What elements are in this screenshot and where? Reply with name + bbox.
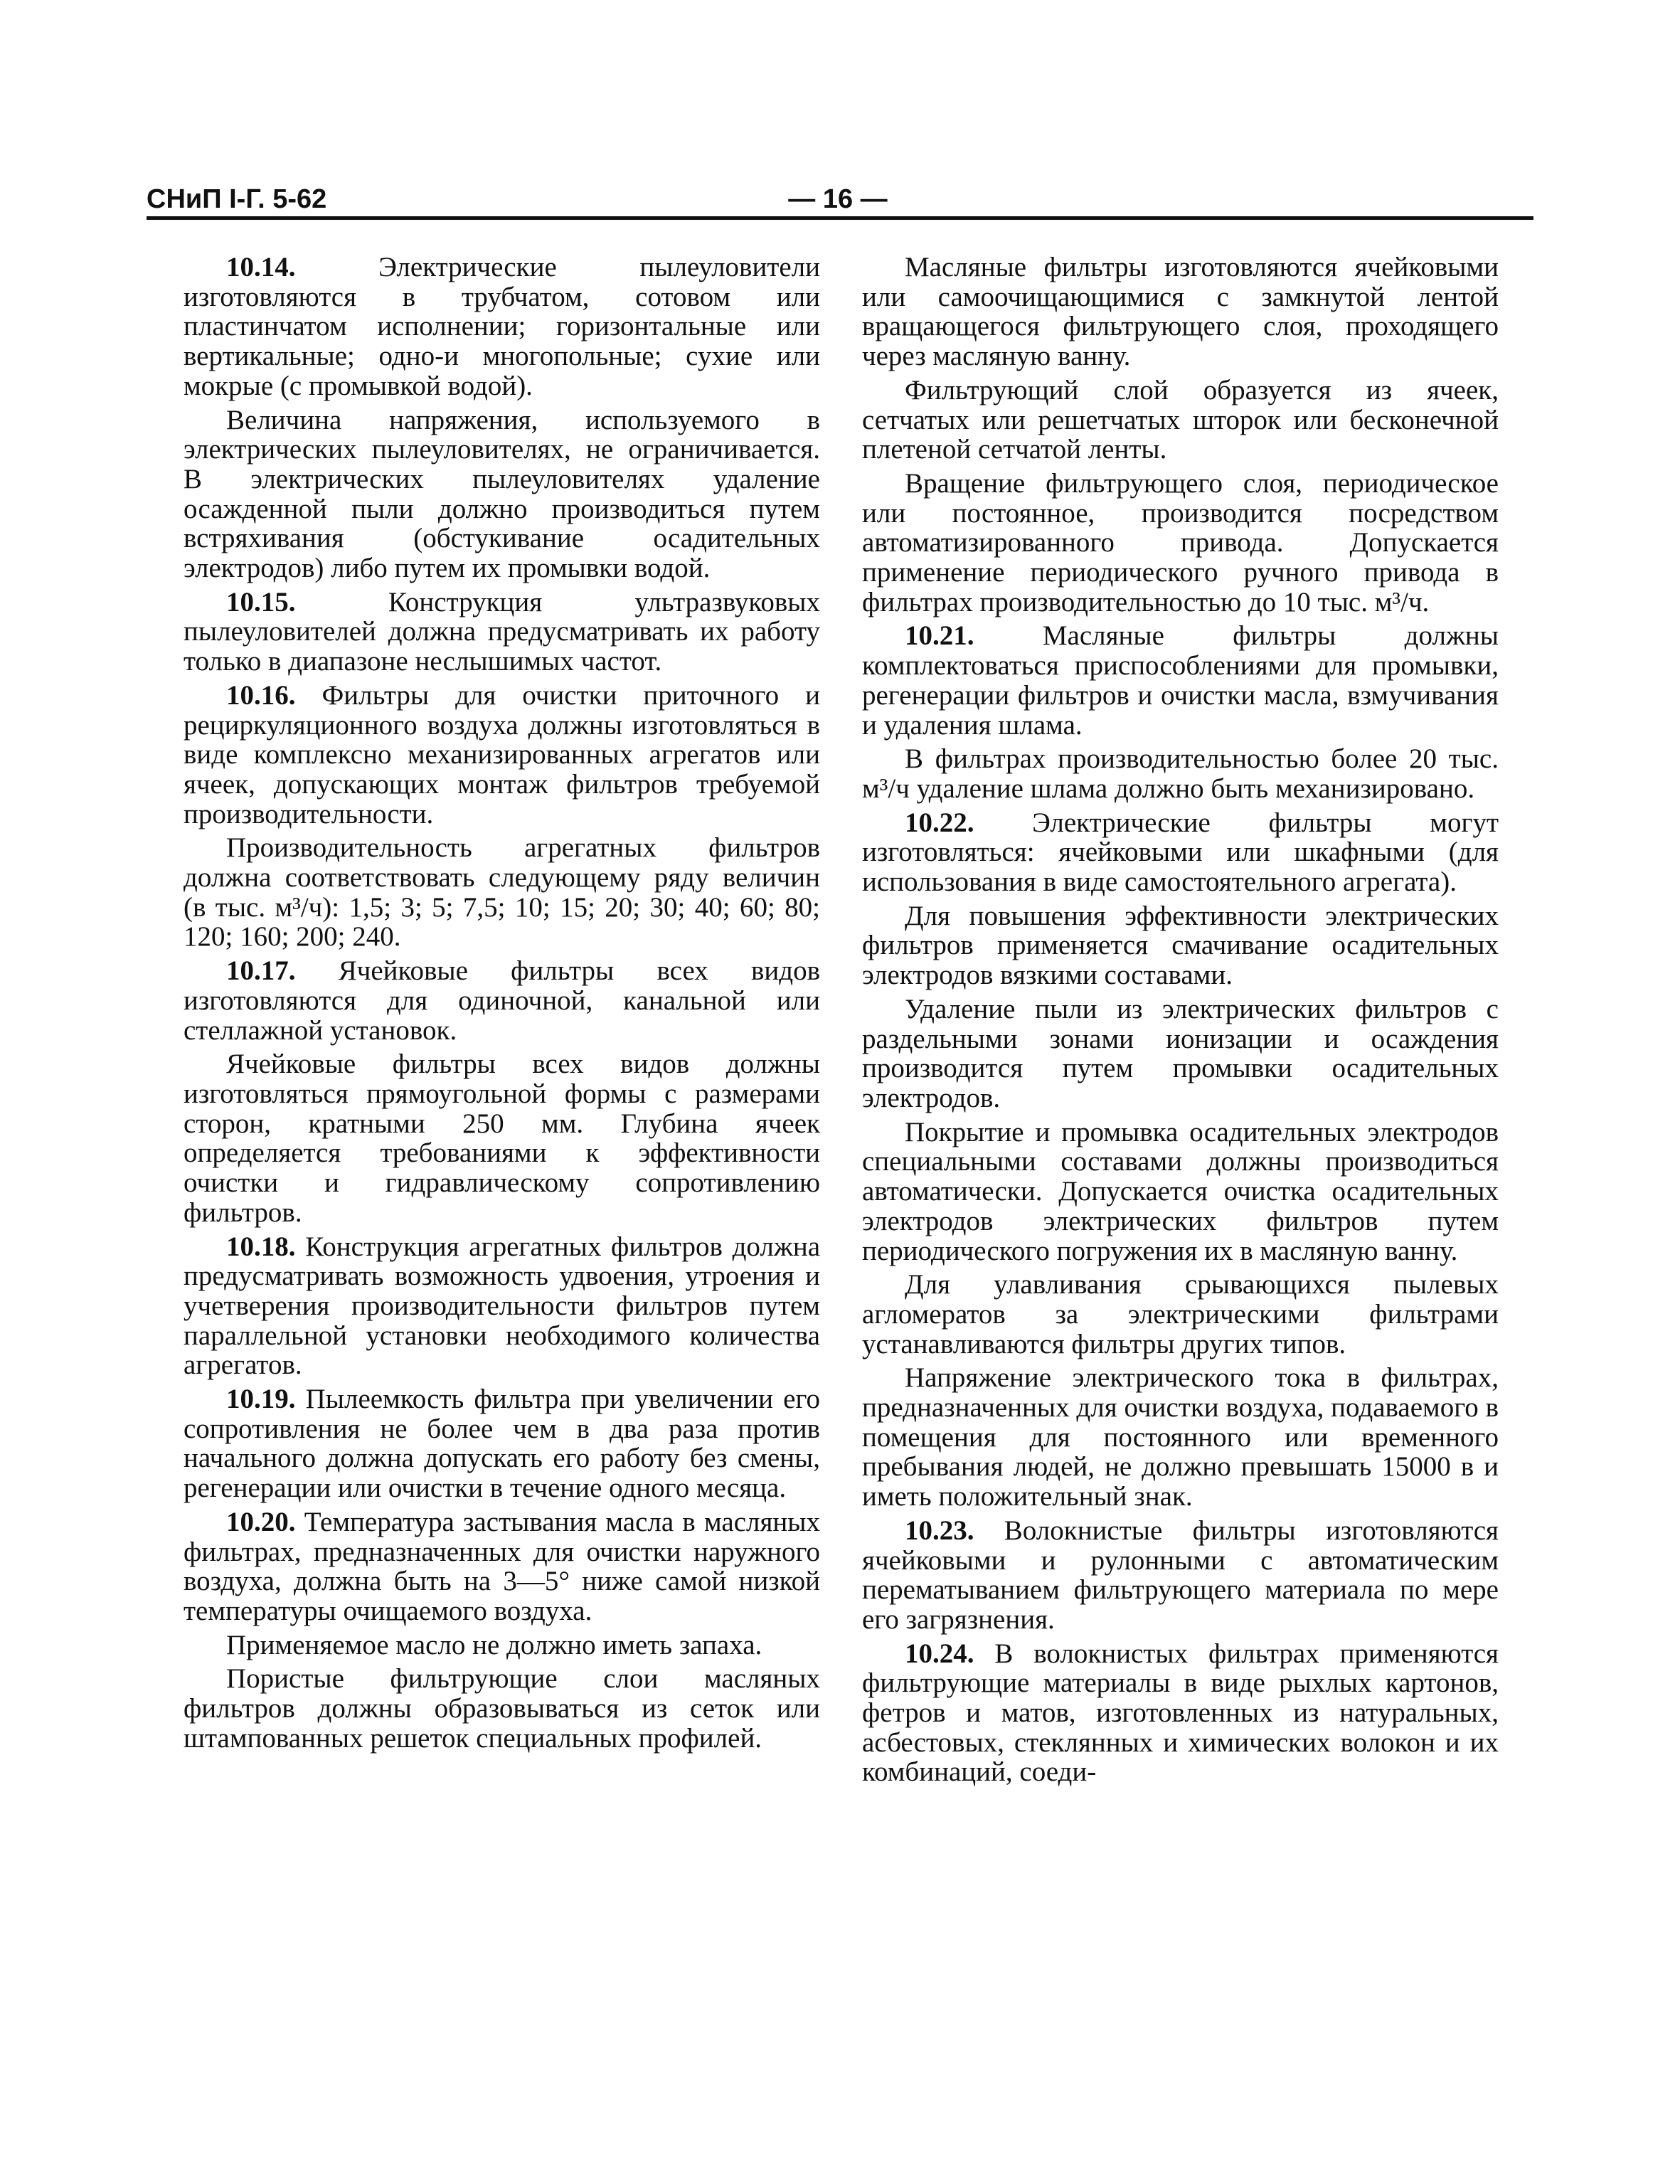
paragraph-text: Напряжение электрического тока в фильтрах, предназначенных для очистки воздуха, подаваемого в помещения для постоянного или временного пребывания людей, не должно превышать 15000 в и иметь положительный знак. xyxy=(862,1362,1499,1512)
paragraph xyxy=(184,253,820,401)
paragraph-text: Величина напряжения, используемого в электрических пылеуловителях, не ограничивается. В электрических пылеуловителях удаление осажденной пыли должно производиться путем встряхивания (обстукивание осадительных электродов) либо путем их промывки водой. xyxy=(184,404,820,584)
clause-number: 10.19. xyxy=(226,1384,296,1415)
paragraph xyxy=(862,901,1499,990)
paragraph-text: Электрические пылеуловители изготовляются в трубчатом, сотовом или пластинчатом исполнении; горизонтальные или вертикальные; одно-и многопольные; сухие или мокрые (с промывкой водой). xyxy=(184,252,820,401)
paragraph xyxy=(184,1664,820,1753)
paragraph-text: Фильтрующий слой образуется из ячеек, сетчатых или решетчатых шторок или бесконечной плетеной сетчатой ленты. xyxy=(862,374,1499,465)
paragraph-text: Покрытие и промывка осадительных электродов специальными составами должны производиться автоматически. Допускается очистка осадительных электродов электрических фильтров путем периодического погружения их в масляную ванну. xyxy=(862,1116,1499,1266)
paragraph-text: Температура застывания масла в масляных фильтрах, предназначенных для очистки наружного воздуха, должна быть на 3—5° ниже самой низкой температуры очищаемого воздуха. xyxy=(184,1506,821,1626)
paragraph xyxy=(862,376,1499,465)
left-column xyxy=(184,253,820,1757)
paragraph-text: Конструкция агрегатных фильтров должна предусматривать возможность удвоения, утроения и учетверения производительности фильтров путем параллельной установки необходимого количества агрегатов. xyxy=(184,1231,821,1381)
header-rule xyxy=(147,216,1533,220)
paragraph xyxy=(862,1270,1499,1359)
paragraph xyxy=(184,1384,820,1503)
paragraph xyxy=(862,1639,1499,1788)
paragraph-text: Ячейковые фильтры всех видов должны изготовляться прямоугольной формы с размерами сторон, кратными 250 мм. Глубина ячеек определяется требованиями к эффективности очистки и гидравлическому сопротивлению фильтров. xyxy=(184,1049,820,1228)
paragraph-text: Производительность агрегатных фильтров должна соответствовать следующему ряду величин (в тыс. м³/ч): 1,5; 3; 5; 7,5; 10; 15; 20; 30; 40; 60; 80; 120; 160; 200; 240. xyxy=(184,832,820,953)
paragraph-text: Ячейковые фильтры всех видов изготовляются для одиночной, канальной или стеллажной установок. xyxy=(184,955,821,1046)
clause-number: 10.21. xyxy=(905,620,974,652)
paragraph-text: Удаление пыли из электрических фильтров с раздельными зонами ионизации и осаждения производится путем промывки осадительных электродов. xyxy=(862,993,1499,1113)
paragraph-text: Волокнистые фильтры изготовляются ячейковыми и рулонными с автоматическим перематыванием фильтрующего материала по мере его загрязнения. xyxy=(862,1515,1499,1635)
paragraph-text: Фильтры для очистки приточного и рециркуляционного воздуха должны изготовляться в виде комплексно механизированных агрегатов или ячеек, допускающих монтаж фильтров требуемой производительности. xyxy=(184,679,821,829)
paragraph xyxy=(184,833,820,952)
paragraph xyxy=(862,621,1499,740)
right-column xyxy=(862,253,1499,1791)
paragraph xyxy=(184,1631,820,1660)
paragraph-text: Пылеемкость фильтра при увеличении его сопротивления не более чем в два раза против начального должна допускать его работу без смены, регенерации или очистки в течение одного месяца. xyxy=(184,1384,820,1504)
paragraph-text: Конструкция ультразвуковых пылеуловителей должна предусматривать их работу только в диапазоне неслышимых частот. xyxy=(184,586,820,677)
paragraph xyxy=(862,469,1499,617)
clause-number: 10.16. xyxy=(226,679,296,711)
paragraph-text: Электрические фильтры могут изготовляться: ячейковыми или шкафными (для использования в виде самостоятельного агрегата). xyxy=(862,807,1499,898)
paragraph-text: Для повышения эффективности электрических фильтров применяется смачивание осадительных электродов вязкими составами. xyxy=(862,900,1499,991)
clause-number: 10.17. xyxy=(226,955,296,987)
paragraph xyxy=(184,588,820,677)
paragraph-text: Для улавливания срывающихся пылевых агломератов за электрическими фильтрами устанавливаются фильтры других типов. xyxy=(862,1269,1499,1359)
paragraph-text: Вращение фильтрующего слоя, периодическое или постоянное, производится посредством автоматизированного привода. Допускается применение периодического ручного привода в фильтрах производительностью до 10 тыс. м³/ч. xyxy=(862,467,1499,617)
paragraph-text: В фильтрах производительностью более 20 тыс. м³/ч удаление шлама должно быть механизировано. xyxy=(862,743,1499,804)
page-header xyxy=(147,181,1533,217)
page-number: — 16 — xyxy=(788,184,888,214)
paragraph xyxy=(862,1516,1499,1635)
clause-number: 10.15. xyxy=(226,586,296,617)
paragraph xyxy=(862,995,1499,1113)
paragraph xyxy=(862,1363,1499,1512)
document-code: СНиП I-Г. 5-62 xyxy=(147,184,327,214)
paragraph xyxy=(184,1232,820,1381)
paragraph xyxy=(862,253,1499,371)
clause-number: 10.18. xyxy=(226,1231,296,1262)
paragraph xyxy=(184,1049,820,1227)
paragraph xyxy=(184,405,820,583)
paragraph xyxy=(862,1118,1499,1266)
clause-number: 10.14. xyxy=(226,252,296,282)
paragraph xyxy=(862,744,1499,803)
paragraph-text: Масляные фильтры должны комплектоваться приспособлениями для промывки, регенерации фильтров и очистки масла, взмучивания и удаления шлама. xyxy=(862,620,1499,741)
clause-number: 10.22. xyxy=(905,807,974,838)
clause-number: 10.23. xyxy=(905,1515,974,1546)
clause-number: 10.24. xyxy=(905,1638,974,1669)
paragraph-text: Пористые фильтрующие слои масляных фильтров должны образовываться из сеток или штампованных решеток специальных профилей. xyxy=(184,1663,820,1754)
paragraph-text: В волокнистых фильтрах применяются фильтрующие материалы в виде рыхлых картонов, фетров и матов, изготовленных из натуральных, асбестовых, стеклянных и химических волокон и их комбинаций, соеди- xyxy=(862,1638,1499,1788)
paragraph xyxy=(184,1507,820,1626)
clause-number: 10.20. xyxy=(226,1506,296,1537)
paragraph xyxy=(184,681,820,829)
paragraph xyxy=(862,808,1499,897)
paragraph-text: Применяемое масло не должно иметь запаха. xyxy=(226,1629,762,1660)
paragraph xyxy=(184,956,820,1045)
paragraph-text: Масляные фильтры изготовляются ячейковыми или самоочищающимися с замкнутой лентой вращающегося фильтрующего слоя, проходящего через масляную ванну. xyxy=(862,252,1499,372)
